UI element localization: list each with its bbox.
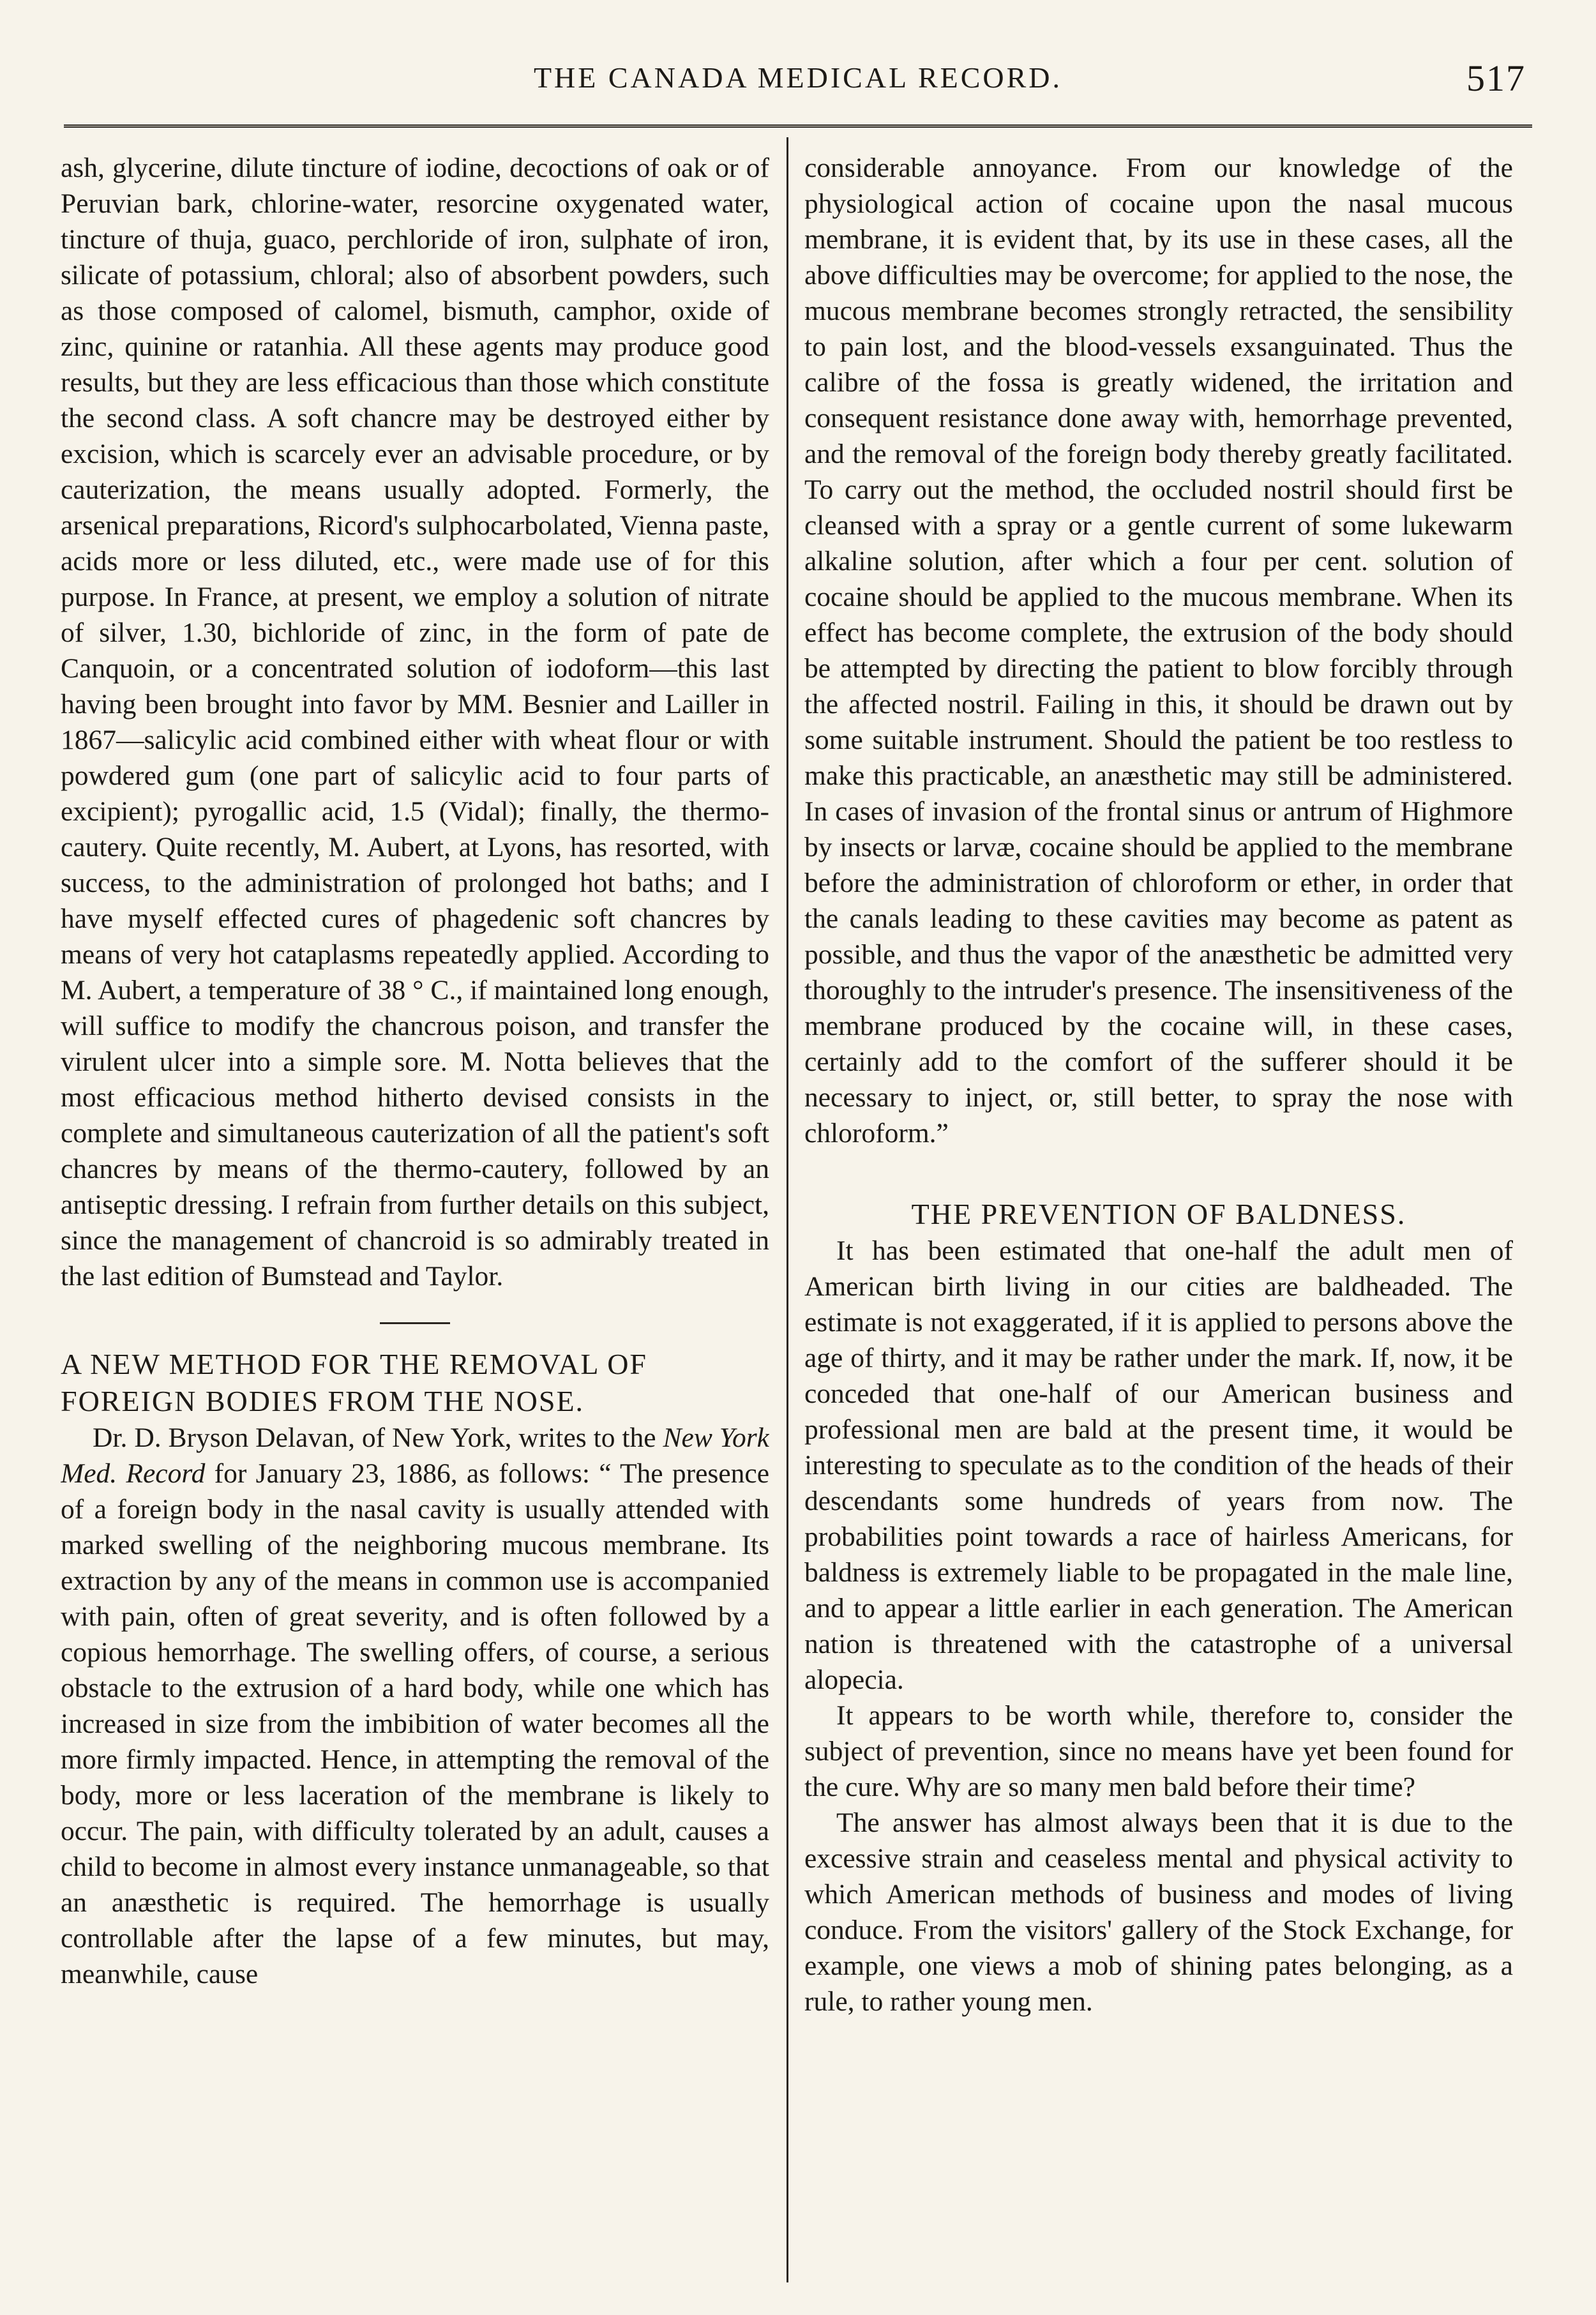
baldness-paragraph-3: The answer has almost always been that it is due to the excessive strain and ceaseless mental and physical activity to which American methods of business and modes of living conduce. From the visitors' gallery of the Stock Exchange, for example, one views a mob of shining pates belonging, as a rule, to rather young men. [804, 1807, 1513, 2017]
cocaine-paragraph: considerable annoyance. From our knowledge of the physiological action of cocaine upon the nasal mucous membrane, it is evident that, by its use in these cases, all the above difficulties may be overcome; for applied to the nose, the mucous membrane becomes strongly retracted, the sensibility to pain lost, and the blood-vessels exsanguinated. Thus the calibre of the fossa is greatly widened, the irritation and consequent resistance done away with, hemorrhage prevented, and the removal of the foreign body thereby greatly facilitated. To carry out the method, the occluded nostril should first be cleansed with a spray or a gentle current of some lukewarm alkaline solution, after which a four per cent. solution of cocaine should be applied to the mucous membrane. When its effect has become complete, the extrusion of the body should be attempted by directing the patient to blow forcibly through the affected nostril. Failing in this, it should be drawn out by some suitable instrument. Should the patient be too restless to make this practicable, an anæsthetic may still be administered. In cases of invasion of the frontal sinus or antrum of Highmore by insects or larvæ, cocaine should be applied to the membrane before the administration of chloroform or ether, in order that the canals leading to these cavities may become as patent as possible, and thus the vapor of the anæsthetic be admitted very thoroughly to the intruder's presence. The insensitiveness of the membrane produced by the cocaine will, in these cases, certainly add to the comfort of the sufferer should it be necessary to inject, or, still better, to spray the nose with chloroform.” [804, 153, 1513, 1149]
running-header [70, 57, 1526, 112]
paragraph-text-start: Dr. D. Bryson Delavan, of New York, writes to the [93, 1422, 663, 1453]
baldness-paragraph-2: It appears to be worth while, therefore to, consider the subject of prevention, since no means have yet been found for the cure. Why are so many men bald before their time? [804, 1700, 1513, 1802]
baldness-heading: THE PREVENTION OF BALDNESS. [911, 1198, 1406, 1230]
foreign-bodies-heading: A NEW METHOD FOR THE REMOVAL OF FOREIGN BODIES FROM THE NOSE. [61, 1348, 648, 1417]
journal-title: THE CANADA MEDICAL RECORD. [533, 61, 1063, 94]
left-column [61, 150, 769, 2282]
foreign-bodies-paragraph [61, 1420, 769, 1992]
baldness-paragraph-1: It has been estimated that one-half the adult men of American birth living in our cities are baldheaded. The estimate is not exaggerated, if it is applied to persons above the age of thirty, and it may be rather under the mark. If, now, it be conceded that one-half of our American business and professional men are bald at the present time, it would be interesting to speculate as to the condition of the heads of their descendants some hundreds of years from now. The probabilities point towards a race of hairless Americans, for baldness is extremely liable to be propagated in the male line, and to appear a little earlier in each generation. The American nation is threatened with the catastrophe of a universal alopecia. [804, 1235, 1513, 1695]
section-gap [804, 1151, 1513, 1196]
paragraph-text-rest: for January 23, 1886, as follows: “ The presence of a foreign body in the nasal cavity is usually attended with marked swelling of the neighboring mucous membrane. Its extraction by any of the means in common use is accompanied with pain, often of great severity, and is often followed by a copious hemorrhage. The swelling offers, of course, a serious obstacle to the extrusion of a hard body, while one which has increased in size from the imbibition of water becomes all the more firmly impacted. Hence, in attempting the removal of the body, more or less laceration of the membrane is likely to occur. The pain, with difficulty tolerated by an adult, causes a child to become in almost every instance unmanageable, so that an anæsthetic is required. The hemorrhage is usually controllable after the lapse of a few minutes, but may, meanwhile, cause [61, 1458, 769, 1989]
right-column [804, 150, 1513, 2282]
chancre-treatment-paragraph: ash, glycerine, dilute tincture of iodine, decoctions of oak or of Peruvian bark, chlorine-water, resorcine oxygenated water, tincture of thuja, guaco, perchloride of iron, sulphate of iron, silicate of potassium, chloral; also of absorbent powders, such as those composed of calomel, bismuth, camphor, oxide of zinc, quinine or ratanhia. All these agents may produce good results, but they are less efficacious than those which constitute the second class. A soft chancre may be destroyed either by excision, which is scarcely ever an advisable procedure, or by cauterization, the means usually adopted. Formerly, the arsenical preparations, Ricord's sulphocarbolated, Vienna paste, acids more or less diluted, etc., were made use of for this purpose. In France, at present, we employ a solution of nitrate of silver, 1.30, bichloride of zinc, in the form of pate de Canquoin, or a concentrated solution of iodoform—this last having been brought into favor by MM. Besnier and Lailler in 1867—salicylic acid combined either with wheat flour or with powdered gum (one part of salicylic acid to four parts of excipient); pyrogallic acid, 1.5 (Vidal); finally, the thermo-cautery. Quite recently, M. Aubert, at Lyons, has resorted, with success, to the administration of prolonged hot baths; and I have myself effected cures of phagedenic soft chancres by means of very hot cataplasms repeatedly applied. According to M. Aubert, a temperature of 38 ° C., if maintained long enough, will suffice to modify the chancrous poison, and transfer the virulent ulcer into a simple sore. M. Notta believes that the most efficacious method hitherto devised consists in the complete and simultaneous cauterization of all the patient's soft chancres by means of the thermo-cautery, followed by an antiseptic dressing. I refrain from further details on this subject, since the management of chancroid is so admirably treated in the last edition of Bumstead and Taylor. [61, 153, 769, 1292]
section-rule [380, 1322, 450, 1324]
header-rule [64, 124, 1532, 128]
column-divider [787, 137, 788, 2282]
page-number: 517 [1466, 57, 1526, 99]
journal-name: New York Med. Record [61, 1422, 769, 1489]
